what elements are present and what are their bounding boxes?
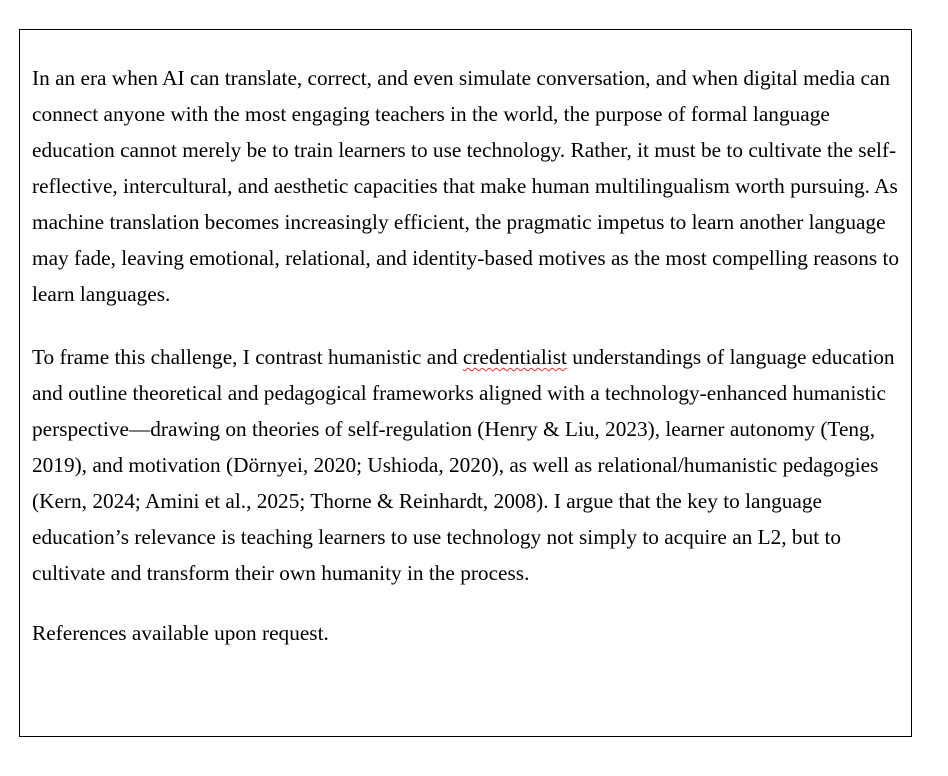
paragraph-references-note: References available upon request. [32, 621, 329, 645]
document-text-box [19, 29, 912, 737]
paragraph-framework-start: To frame this challenge, I contrast humanistic and [32, 345, 463, 369]
document-body[interactable] [32, 60, 904, 651]
spellcheck-flagged-word[interactable]: credentialist [462, 345, 567, 369]
paragraph-framework [32, 339, 904, 591]
paragraph-intro: In an era when AI can translate, correct, and even simulate conversation, and when digital media can connect anyone with the most engaging teachers in the world, the purpose of formal language education cannot merely be to train learners to use technology. Rather, it must be to cultivate the self-reflective, intercultural, and aesthetic capacities that make human multilingualism worth pursuing. As machine translation becomes increasingly efficient, the pragmatic impetus to learn another language may fade, leaving emotional, relational, and identity-based motives as the most compelling reasons to learn languages. [32, 66, 900, 306]
paragraph-framework-rest: understandings of language education and outline theoretical and pedagogical frameworks aligned with a technology-enhanced humanistic perspective—drawing on theories of self-regulation (Henry & Liu, 2023), learner autonomy (Teng, 2019), and motivation (Dörnyei, 2020; Ushioda, 2020), as well as relational/humanistic pedagogies (Kern, 2024; Amini et al., 2025; Thorne & Reinhardt, 2008). I argue that the key to language education’s relevance is teaching learners to use technology not simply to acquire an L2, but to cultivate and transform their own humanity in the process. [32, 345, 895, 585]
